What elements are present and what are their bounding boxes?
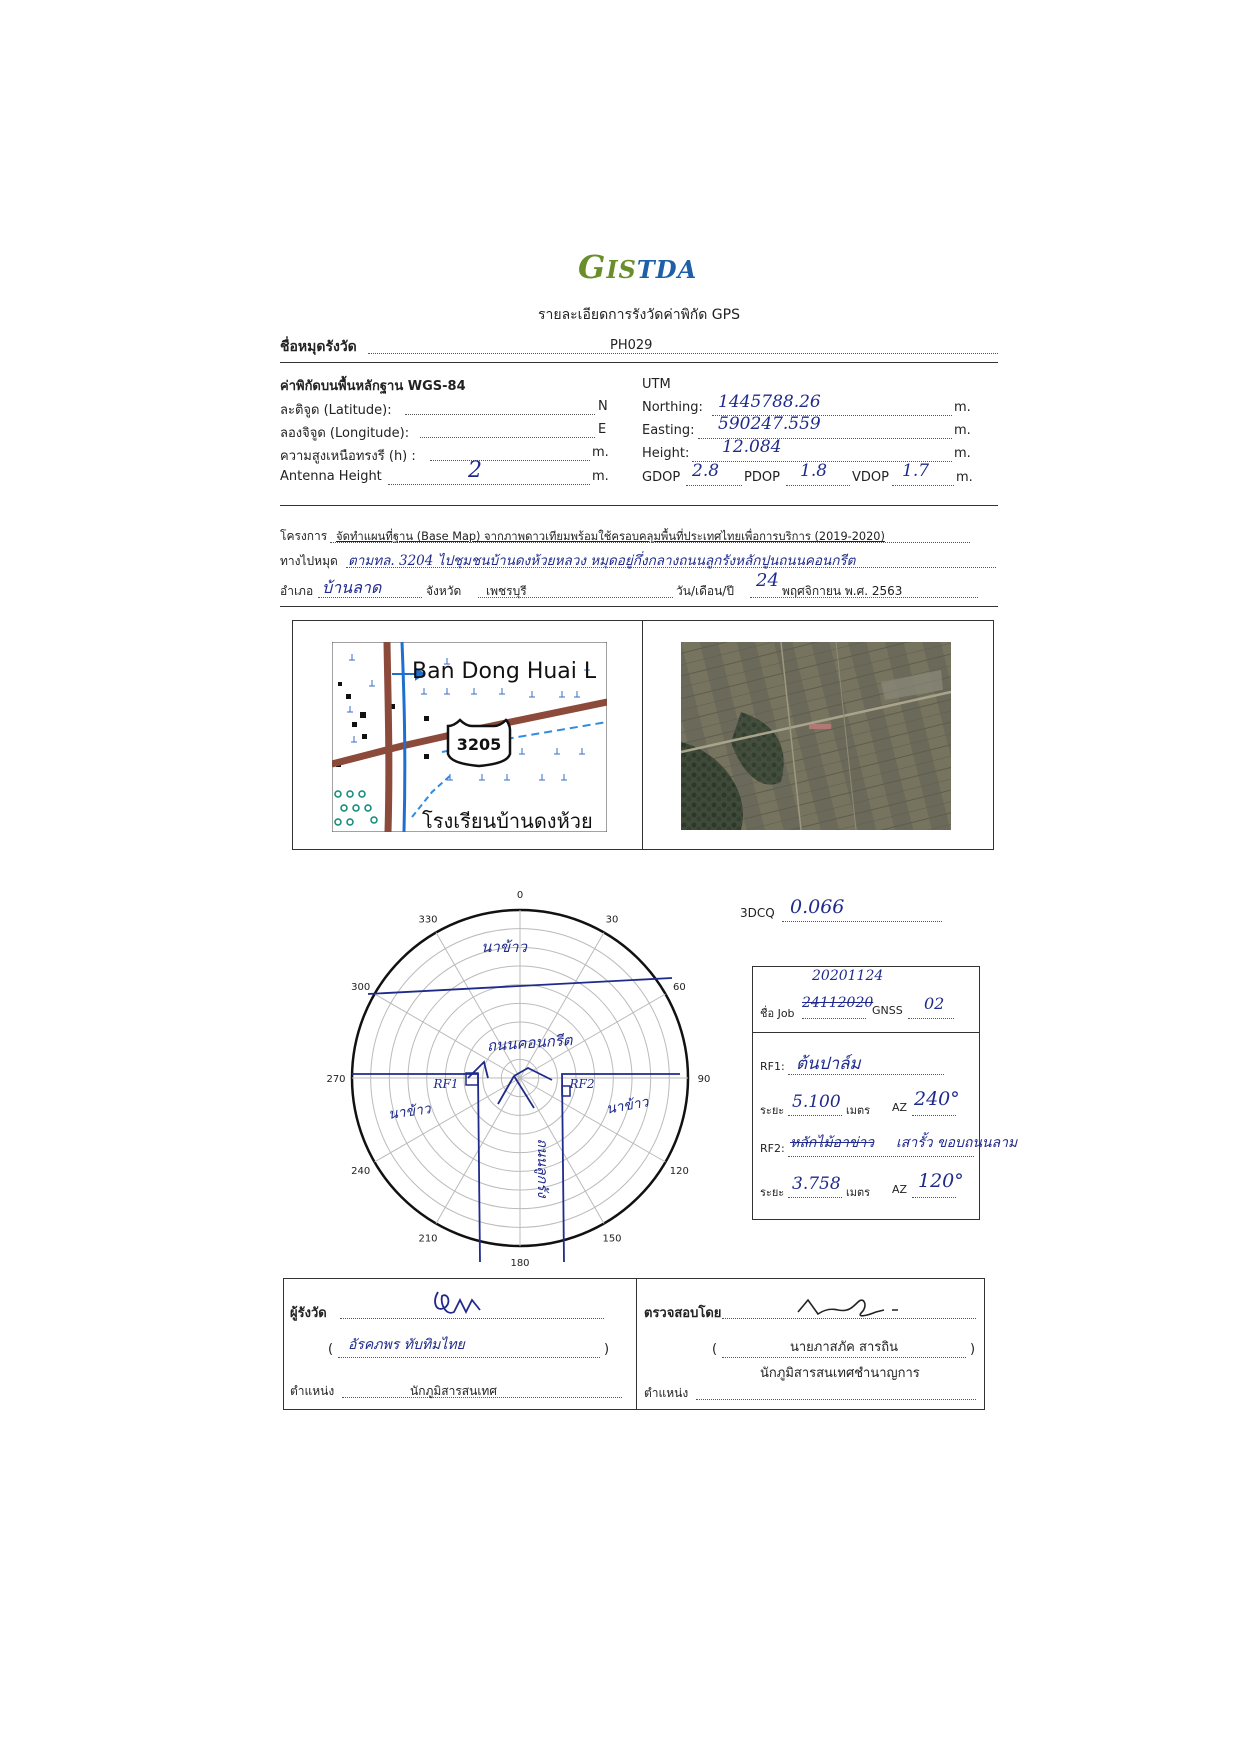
- rf1-label: RF1:: [760, 1060, 785, 1073]
- easting-unit: m.: [954, 423, 971, 438]
- 3dcq-value: 0.066: [790, 896, 845, 918]
- sky-azimuth-label: 30: [605, 914, 619, 926]
- sky-note-road: ถนนคอนกรีต: [486, 1031, 574, 1055]
- lon-unit: E: [598, 422, 607, 437]
- sky-azimuth-label: 300: [351, 982, 371, 993]
- rf1-meter-label: เมตร: [846, 1104, 871, 1117]
- northing-label: Northing:: [642, 400, 703, 415]
- dop-unit: m.: [956, 470, 973, 485]
- checker-paren-open: (: [712, 1342, 718, 1357]
- 3dcq-label: 3DCQ: [740, 906, 775, 920]
- map-school-name: โรงเรียนบ้านดงห้วย: [422, 809, 593, 832]
- sky-obstruction-plot: [300, 878, 760, 1278]
- sky-note-top: นาข้าว: [481, 938, 527, 956]
- checker-name: นายภาสภัค สารถิน: [790, 1340, 898, 1355]
- satellite-image: [681, 642, 951, 830]
- northing-value: 1445788.26: [718, 392, 821, 412]
- surveyor-label: ผู้รังวัด: [290, 1306, 327, 1321]
- panel-divider: [642, 620, 643, 850]
- ellipsoid-height-label: ความสูงเหนือทรงรี (h) :: [280, 449, 416, 464]
- utm-heading: UTM: [642, 377, 671, 392]
- gdop-label: GDOP: [642, 470, 681, 485]
- date-label: วัน/เดือน/ปี: [676, 584, 734, 598]
- gistda-logo: [578, 248, 697, 286]
- utm-height-label: Height:: [642, 446, 690, 461]
- sky-azimuth-label: 90: [697, 1074, 711, 1085]
- pdop-value: 1.8: [800, 461, 828, 481]
- sky-azimuth-label: 210: [418, 1233, 438, 1245]
- job-date-written: 20201124: [812, 968, 884, 984]
- route-shield: [448, 720, 510, 766]
- sky-note-left-field: นาข้าว: [387, 1101, 432, 1123]
- checker-paren-close: ): [970, 1342, 976, 1357]
- district-label: อำเภอ: [280, 584, 314, 598]
- lat-unit: N: [598, 399, 608, 414]
- station-name-value: PH029: [610, 338, 653, 353]
- district-value: บ้านลาด: [322, 578, 382, 597]
- vdop-value: 1.7: [902, 461, 930, 481]
- sky-azimuth-label: 240: [351, 1166, 371, 1177]
- antenna-height-label: Antenna Height: [280, 469, 382, 484]
- rf1-value: ต้นปาล์ม: [796, 1054, 861, 1074]
- logo-g: G: [578, 248, 607, 286]
- job-value: 24112020: [802, 995, 874, 1011]
- surveyor-position-label: ตำแหน่ง: [290, 1384, 335, 1398]
- sky-note-rf1: RF1: [433, 1077, 459, 1091]
- sky-note-bottom-road: ถนนลูกรัง: [534, 1138, 550, 1198]
- ellipsoid-height-unit: m.: [592, 445, 609, 460]
- rf2-distance-label: ระยะ: [760, 1186, 785, 1199]
- job-box-divider: [752, 1032, 980, 1033]
- sky-azimuth-label: 150: [602, 1233, 622, 1245]
- rf1-distance: 5.100: [792, 1092, 841, 1112]
- date-day: 24: [756, 570, 779, 591]
- province-label: จังหวัด: [426, 584, 462, 598]
- rf1-distance-label: ระยะ: [760, 1104, 785, 1117]
- checker-label: ตรวจสอบโดย: [644, 1306, 722, 1321]
- gdop-value: 2.8: [692, 461, 720, 481]
- rf2-az-label: AZ: [892, 1183, 908, 1196]
- route-value: ตามทล. 3204 ไปชุมชนบ้านดงห้วยหลวง หมุดอยู่กึ่งกลางถนนลูกรังหลักปูนถนนคอนกรีต: [348, 553, 856, 569]
- easting-label: Easting:: [642, 423, 695, 438]
- route-label: ทางไปหมุด: [280, 554, 338, 568]
- surveyor-name: อัรคภพร ทับทิมไทย: [348, 1337, 465, 1353]
- antenna-height-unit: m.: [592, 469, 609, 484]
- vdop-label: VDOP: [852, 470, 889, 485]
- checker-title: นักภูมิสารสนเทศชำนาญการ: [760, 1366, 920, 1381]
- gnss-value: 02: [924, 994, 945, 1013]
- sky-azimuth-label: 180: [510, 1258, 530, 1269]
- map-place-name: Ban Dong Huai L: [412, 659, 597, 684]
- checker-position-label: ตำแหน่ง: [644, 1386, 689, 1400]
- rf2-label: RF2:: [760, 1142, 785, 1155]
- wgs-heading: ค่าพิกัดบนพื้นหลักฐาน WGS-84: [280, 379, 466, 394]
- sky-azimuth-label: 120: [669, 1166, 689, 1177]
- logo-is: IS: [606, 255, 637, 284]
- surveyor-paren-close: ): [604, 1342, 610, 1357]
- surveyor-paren-open: (: [328, 1342, 334, 1357]
- utm-height-value: 12.084: [722, 437, 782, 457]
- sky-note-right-field: นาข้าว: [604, 1094, 650, 1118]
- utm-height-unit: m.: [954, 446, 971, 461]
- lon-label: ลองจิจูด (Longitude):: [280, 426, 410, 441]
- lat-label: ละติจูด (Latitude):: [280, 403, 392, 418]
- northing-unit: m.: [954, 400, 971, 415]
- signoff-divider: [636, 1278, 637, 1410]
- gnss-label: GNSS: [872, 1004, 903, 1017]
- surveyor-position: นักภูมิสารสนเทศ: [410, 1384, 497, 1398]
- rf2-struck-value: หลักไม้อาข่าว: [790, 1135, 875, 1151]
- rf2-value: เสารั้ว ขอบถนนลาม: [896, 1135, 1018, 1151]
- rf1-az-label: AZ: [892, 1101, 908, 1114]
- route-number: 3205: [456, 735, 502, 754]
- sky-note-rf2: RF2: [569, 1077, 595, 1091]
- pdop-label: PDOP: [744, 470, 780, 485]
- logo-tda: TDA: [636, 255, 698, 284]
- rf2-meter-label: เมตร: [846, 1186, 871, 1199]
- rf2-distance: 3.758: [792, 1174, 841, 1194]
- sky-azimuth-label: 0: [516, 890, 524, 901]
- job-label: ชื่อ Job: [760, 1007, 795, 1020]
- easting-value: 590247.559: [718, 414, 821, 434]
- rf2-azimuth: 120°: [918, 1170, 964, 1192]
- sky-azimuth-label: 270: [326, 1074, 346, 1085]
- sky-azimuth-label: 60: [672, 982, 686, 993]
- province-value: เพชรบุรี: [486, 584, 527, 598]
- topographic-map: [332, 642, 607, 832]
- checker-signature: [794, 1290, 914, 1320]
- project-value: จัดทำแผนที่ฐาน (Base Map) จากภาพดาวเทียมพร้อมใช้ครอบคลุมพื้นที่ประเทศไทยเพื่อการบริการ (2019-2020): [336, 530, 885, 543]
- road-vertical: [387, 642, 389, 832]
- date-rest: พฤศจิกายน พ.ศ. 2563: [782, 584, 903, 598]
- antenna-height-value: 2: [468, 458, 482, 483]
- page-title: รายละเอียดการรังวัดค่าพิกัด GPS: [538, 307, 740, 323]
- sky-azimuth-label: 330: [418, 914, 438, 926]
- station-name-label: ชื่อหมุดรังวัด: [280, 339, 357, 355]
- surveyor-signature: [430, 1286, 490, 1320]
- project-label: โครงการ: [280, 529, 328, 543]
- rf1-azimuth: 240°: [914, 1088, 960, 1110]
